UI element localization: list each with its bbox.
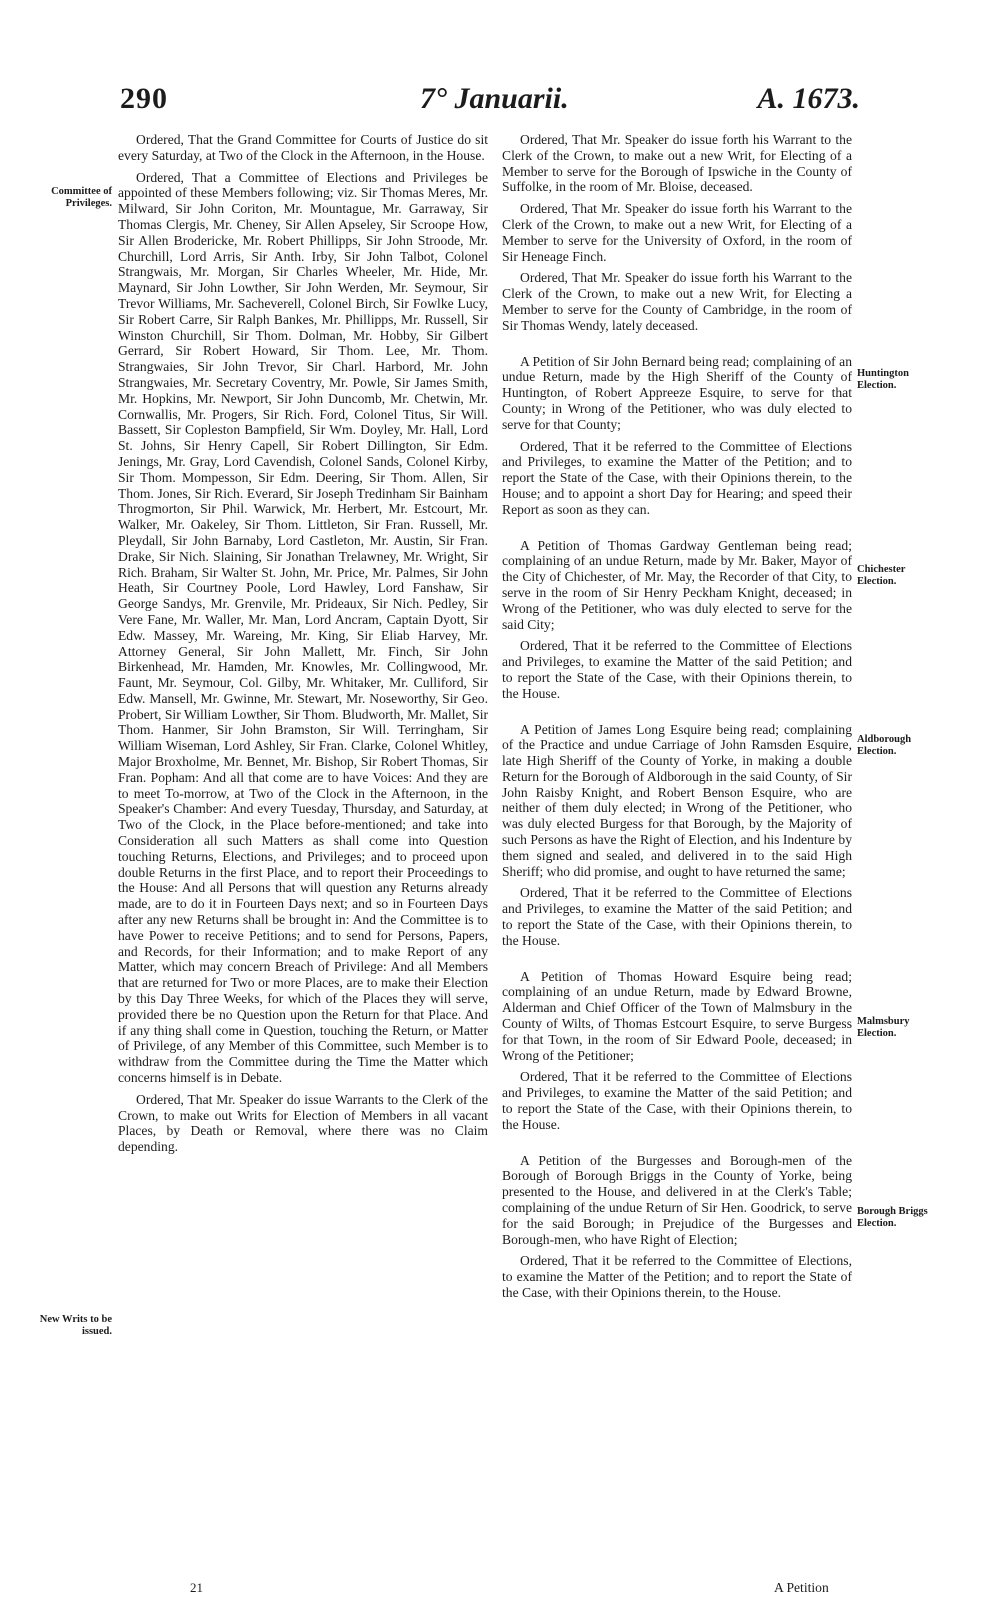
left-column xyxy=(118,132,488,1161)
petition-malmsbury: A Petition of Thomas Howard Esquire being read; complaining of an undue Return, made by Edward Browne, Alderman and Chief Officer of the Town of Malmsbury in the County of Wilts, of Thomas Estcourt Esquire, to serve Burgess for that Town, in the room of Sir Edward Poole, deceased; in Wrong of the Petitioner; xyxy=(502,968,852,1063)
margin-note-chichester: Chichester Election. xyxy=(857,564,906,587)
margin-note-huntington: Huntington Election. xyxy=(857,368,909,391)
order-borough-briggs: Ordered, That it be referred to the Committee of Elections, to examine the Matter of the Petition; and to report the State of the Case, with their Opinions therein, to the House. xyxy=(502,1253,852,1300)
page-header xyxy=(120,82,860,132)
order-malmsbury: Ordered, That it be referred to the Committee of Elections and Privileges, to examine the Matter of the said Petition; and to report the State of the Case, with their Opinions therein, to the House. xyxy=(502,1069,852,1132)
order-grand-committee: Ordered, That the Grand Committee for Courts of Justice do sit every Saturday, at Two of the Clock in the Afternoon, in the House. xyxy=(118,132,488,163)
margin-note-briggs: Borough Briggs Election. xyxy=(857,1206,928,1229)
order-aldborough: Ordered, That it be referred to the Committee of Elections and Privileges, to examine the Matter of the said Petition; and to report the State of the Case, with their Opinions therein, to the House. xyxy=(502,885,852,948)
petition-huntington: A Petition of Sir John Bernard being read; complaining of an undue Return, made by the High Sheriff of the County of Huntington, of Robert Appreeze Esquire, to serve for that County; in Wrong of the Petitioner, who was duly elected to serve for that County; xyxy=(502,353,852,432)
order-new-writs: Ordered, That Mr. Speaker do issue Warrants to the Clerk of the Crown, to make out Writs for Election of Members in all vacant Places, by Death or Removal, where there was no Claim depending. xyxy=(118,1091,488,1155)
order-committee-of-elections: Ordered, That a Committee of Elections and Privileges be appointed of these Members following; viz. Sir Thomas Meres, Mr. Milward, Sir John Coriton, Mr. Mountague, Mr. Garraway, Sir Thomas Clergis, Mr. Cheney, Sir Allen Apseley, Sir Scroope How, Sir Allen Brodericke, Mr. Robert Phillipps, Sir John Stroode, Mr. Churchill, Lord Arris, Sir Anth. Irby, Sir John Talbot, Colonel Strangwais, Mr. Morgan, Sir Charles Wheeler, Mr. Hide, Mr. Maynard, Sir John Lowther, Sir John Werden, Mr. Seymour, Sir Trevor Williams, Mr. Sacheverell, Colonel Birch, Sir Fowlke Lucy, Sir Robert Carre, Sir Ralph Bankes, Mr. Phillipps, Mr. Russell, Sir Winston Churchill, Sir Thom. Dolman, Mr. Hobby, Sir Gilbert Gerrard, Sir Robert Howard, Sir Thom. Lee, Mr. Thom. Strangwaies, Sir John Trevor, Sir Charl. Harbord, Mr. John Strangwaies, Mr. Secretary Coventry, Mr. Powle, Sir James Smith, Mr. Hopkins, Mr. Newport, Sir John Duncomb, Mr. Chetwin, Mr. Cornwallis, Mr. Progers, Sir Rich. Ford, Colonel Titus, Sir Will. Bassett, Sir Copleston Bampfield, Sir Wm. Doyley, Mr. Hall, Lord St. Johns, Sir Henry Capell, Sir Robert Dillington, Sir Edm. Jenings, Mr. Gray, Lord Cavendish, Colonel Sands, Colonel Kirby, Sir Thom. Mompesson, Sir Edm. Deering, Sir Thom. Allen, Sir Thom. Jones, Sir Rich. Everard, Sir Joseph Tredinham Sir Bainham Throgmorton, Sir Phil. Warwick, Mr. Herbert, Mr. Estcourt, Mr. Walker, Mr. Oakeley, Sir Thom. Littleton, Sir Fran. Russell, Mr. Pleydall, Sir John Barnaby, Lord Castleton, Mr. Austin, Sir Fran. Drake, Sir Nich. Slaining, Sir Jonathan Trelawney, Mr. Wright, Sir Rich. Braham, Sir Walter St. John, Mr. Price, Mr. Palmes, Sir John Heath, Sir Courtney Poole, Lord Hawley, Lord Fanshaw, Sir George Sandys, Mr. Grenvile, Mr. Prideaux, Sir Nich. Pedley, Sir Vere Fane, Mr. Waller, Mr. Man, Lord Ancram, Captain Dyott, Sir Edw. Massey, Mr. Wareing, Mr. King, Sir Eliab Harvey, Mr. Attorney General, Sir John Mallett, Mr. Finch, Sir John Birkenhead, Mr. Hamden, Mr. Knowles, Mr. Collingwood, Mr. Faunt, Mr. Seymour, Col. Gilby, Mr. Whitaker, Mr. Culliford, Sir Edw. Mansell, Mr. Gwinne, Mr. Stewart, Mr. Noseworthy, Sir Geo. Probert, Sir William Lowther, Sir Thom. Bludworth, Mr. Mallet, Sir Thom. Hanmer, Sir John Bramston, Sir Will. Terringham, Sir William Wiseman, Lord Ashley, Sir Fran. Clarke, Colonel Whitley, Major Broxholme, Mr. Bennet, Mr. Bishop, Sir Robert Thomas, Sir Fran. Popham: And all that come are to have Voices: And they are to meet To-morrow, at Two of the Clock in the Afternoon, in the Speaker's Chamber: And every Tuesday, Thursday, and Saturday, at Two of the Clock, in the Place before-mentioned; and take into Consideration all such Matters as shall come into Question touching Returns, Elections, and Privileges; and to proceed upon double Returns in the first Place, and to report their Proceedings to the House: And all Persons that will question any Returns already made, are to do it in Fourteen Days next; and so in Fourteen Days after any new Returns shall be brought in: And the Committee is to have Power to receive Petitions; and to send for Persons, Papers, and Records, for their Information; and to make Report of any Matter, which may concern Breach of Privilege: And all Members that are returned for Two or more Places, are to make their Election by this Day Three Weeks, for which of the Places they will serve, provided there be no Question upon the Return for that Place. And if any thing shall come in Question, touching the Return, or Matter of Privilege, of any Member of this Committee, such Member is to withdraw from the Committee during the Time the Matter which concerns himself is in Debate. xyxy=(118,169,488,1086)
margin-note-malmsbury: Malmsbury Election. xyxy=(857,1016,910,1039)
running-year: A. 1673. xyxy=(757,82,860,115)
margin-note-aldborough: Aldborough Election. xyxy=(857,734,912,757)
catchword: A Petition xyxy=(774,1580,829,1595)
right-column xyxy=(502,132,852,1307)
margin-note-new-writs: New Writs to be issued. xyxy=(39,1314,112,1337)
order-writ-ipswiche: Ordered, That Mr. Speaker do issue forth his Warrant to the Clerk of the Crown, to make out a new Writ, for Electing of a Member to serve for the Borough of Ipswiche in the County of Suffolke, in the room of Mr. Bloise, deceased. xyxy=(502,132,852,195)
petition-borough-briggs: A Petition of the Burgesses and Borough-men of the Borough of Borough Briggs in the County of Yorke, being presented to the House, and delivered in at the Clerk's Table; complaining of the undue Return of Sir Hen. Goodrick, to serve for the said Borough; in Prejudice of the Burgesses and Borough-men, who have Right of Election; xyxy=(502,1152,852,1247)
margin-note-committee: Committee of Privileges. xyxy=(51,186,112,209)
order-writ-cambridge: Ordered, That Mr. Speaker do issue forth his Warrant to the Clerk of the Crown, to make out a new Writ, for Electing a Member to serve for the County of Cambridge, in the room of Sir Thomas Wendy, lately deceased. xyxy=(502,270,852,333)
page-number: 290 xyxy=(120,82,168,115)
order-writ-oxford: Ordered, That Mr. Speaker do issue forth his Warrant to the Clerk of the Crown, to make out a new Writ, for Electing of a Member to serve for the University of Oxford, in the room of Sir Heneage Finch. xyxy=(502,201,852,264)
petition-chichester: A Petition of Thomas Gardway Gentleman being read; complaining of an undue Return, made by Mr. Baker, Mayor of the City of Chichester, of Mr. May, the Recorder of that City, to serve in the room of Sir Henry Peckham Knight, deceased; in Wrong of the Petitioner, who was duly elected to serve for the said City; xyxy=(502,537,852,632)
order-huntington: Ordered, That it be referred to the Committee of Elections and Privileges, to examine the Matter of the Petition; and to report the State of the Case, with their Opinions therein, to the House; and to appoint a short Day for Hearing; and speed their Report as soon as they can. xyxy=(502,438,852,517)
running-date: 7° Januarii. xyxy=(420,82,569,115)
order-chichester: Ordered, That it be referred to the Committee of Elections and Privileges, to examine the Matter of the said Petition; and to report the State of the Case, with their Opinions therein, to the House. xyxy=(502,638,852,701)
signature-mark: 21 xyxy=(190,1580,203,1595)
petition-aldborough: A Petition of James Long Esquire being read; complaining of the Practice and undue Carriage of John Ramsden Esquire, late High Sheriff of the County of Yorke, in making a double Return for the Borough of Aldborough in the said County, of Sir John Raisby Knight, and Robert Benson Esquire, who are neither of them duly elected; in Wrong of the Petitioner, who was duly elected Burgess for that Borough, by the Majority of such Persons as have the Right of Election, and his Indenture by them signed and sealed, and delivered in to the said High Sheriff; who did promise, and ought to have returned the same; xyxy=(502,721,852,879)
